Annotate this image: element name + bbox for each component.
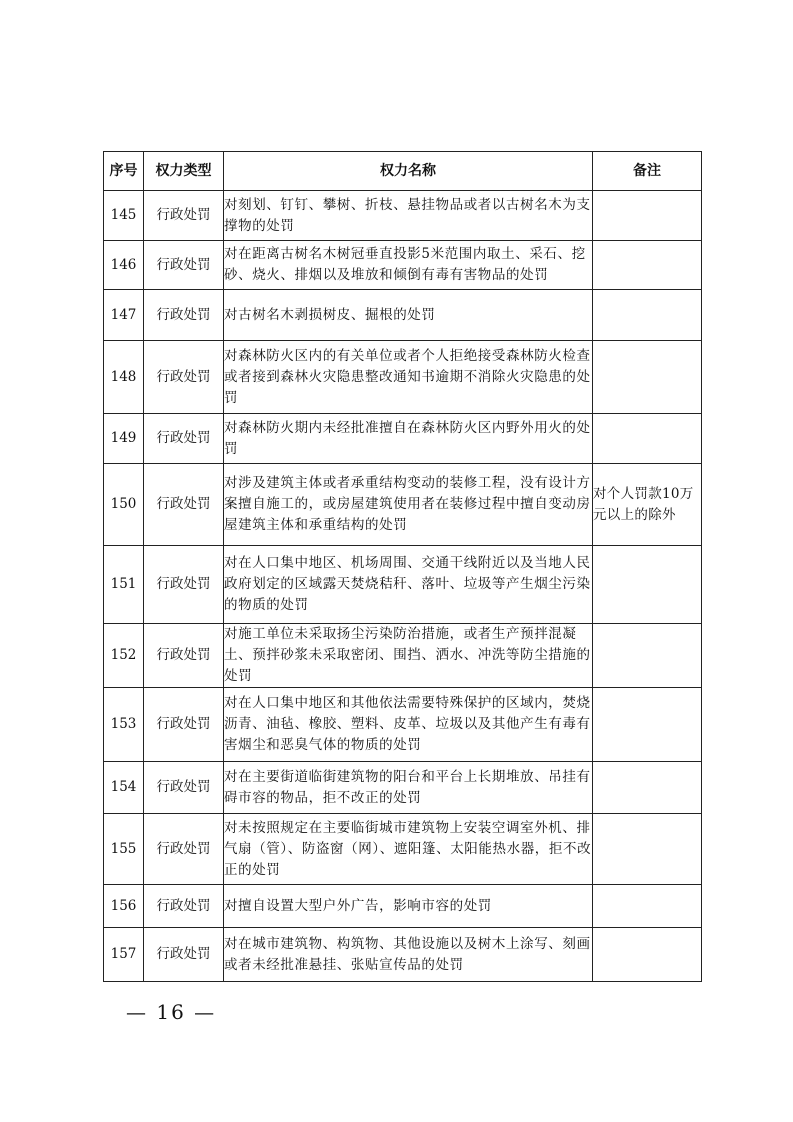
row-remarks: 对个人罚款10万元以上的除外: [593, 464, 702, 546]
page-number: — 16 —: [126, 1000, 217, 1024]
row-power-name: 对森林防火期内未经批准擅自在森林防火区内野外用火的处罚: [224, 414, 593, 464]
row-power-type: 行政处罚: [144, 191, 224, 241]
row-power-type: 行政处罚: [144, 241, 224, 290]
row-remarks: [593, 414, 702, 464]
table-row: [104, 241, 702, 290]
row-serial-number: 147: [104, 290, 144, 341]
row-power-type: 行政处罚: [144, 341, 224, 414]
table-row: [104, 624, 702, 688]
row-power-type: 行政处罚: [144, 688, 224, 762]
row-power-type: 行政处罚: [144, 414, 224, 464]
row-power-name: 对施工单位未采取扬尘污染防治措施，或者生产预拌混凝土、预拌砂浆未采取密闭、围挡、洒水、冲洗等防尘措施的处罚: [224, 624, 593, 688]
table-row: [104, 688, 702, 762]
row-remarks: [593, 762, 702, 814]
row-remarks: [593, 885, 702, 928]
table-row: [104, 928, 702, 982]
row-power-type: 行政处罚: [144, 762, 224, 814]
row-power-name: 对在人口集中地区、机场周围、交通干线附近以及当地人民政府划定的区域露天焚烧秸秆、落叶、垃圾等产生烟尘污染的物质的处罚: [224, 546, 593, 624]
row-power-name: 对未按照规定在主要临街城市建筑物上安装空调室外机、排气扇（管）、防盗窗（网）、遮阳篷、太阳能热水器，拒不改正的处罚: [224, 814, 593, 885]
row-power-name: 对擅自设置大型户外广告，影响市容的处罚: [224, 885, 593, 928]
table-row: [104, 290, 702, 341]
row-power-type: 行政处罚: [144, 290, 224, 341]
table-row: [104, 885, 702, 928]
row-serial-number: 148: [104, 341, 144, 414]
row-power-name: 对古树名木剥损树皮、掘根的处罚: [224, 290, 593, 341]
row-remarks: [593, 191, 702, 241]
row-remarks: [593, 341, 702, 414]
row-power-name: 对涉及建筑主体或者承重结构变动的装修工程，没有设计方案擅自施工的，或房屋建筑使用者在装修过程中擅自变动房屋建筑主体和承重结构的处罚: [224, 464, 593, 546]
power-list-table: [103, 151, 702, 982]
header-power-type: 权力类型: [144, 152, 224, 191]
row-power-type: 行政处罚: [144, 885, 224, 928]
row-power-type: 行政处罚: [144, 546, 224, 624]
table-row: [104, 341, 702, 414]
row-serial-number: 151: [104, 546, 144, 624]
row-serial-number: 149: [104, 414, 144, 464]
row-serial-number: 146: [104, 241, 144, 290]
row-power-name: 对刻划、钉钉、攀树、折枝、悬挂物品或者以古树名木为支撑物的处罚: [224, 191, 593, 241]
row-power-type: 行政处罚: [144, 464, 224, 546]
row-remarks: [593, 928, 702, 982]
row-serial-number: 155: [104, 814, 144, 885]
row-serial-number: 145: [104, 191, 144, 241]
row-power-name: 对在城市建筑物、构筑物、其他设施以及树木上涂写、刻画或者未经批准悬挂、张贴宣传品的处罚: [224, 928, 593, 982]
row-power-name: 对森林防火区内的有关单位或者个人拒绝接受森林防火检查或者接到森林火灾隐患整改通知书逾期不消除火灾隐患的处罚: [224, 341, 593, 414]
row-remarks: [593, 814, 702, 885]
row-remarks: [593, 624, 702, 688]
row-serial-number: 157: [104, 928, 144, 982]
row-remarks: [593, 290, 702, 341]
table-row: [104, 762, 702, 814]
table-header-row: [104, 152, 702, 191]
table-row: [104, 814, 702, 885]
row-power-type: 行政处罚: [144, 928, 224, 982]
table-row: [104, 414, 702, 464]
row-remarks: [593, 241, 702, 290]
table-row: [104, 546, 702, 624]
row-serial-number: 154: [104, 762, 144, 814]
row-power-type: 行政处罚: [144, 624, 224, 688]
row-power-type: 行政处罚: [144, 814, 224, 885]
header-remarks: 备注: [593, 152, 702, 191]
row-remarks: [593, 546, 702, 624]
header-power-name: 权力名称: [224, 152, 593, 191]
row-serial-number: 156: [104, 885, 144, 928]
row-power-name: 对在人口集中地区和其他依法需要特殊保护的区域内，焚烧沥青、油毡、橡胶、塑料、皮革、垃圾以及其他产生有毒有害烟尘和恶臭气体的物质的处罚: [224, 688, 593, 762]
header-serial-number: 序号: [104, 152, 144, 191]
table-row: [104, 191, 702, 241]
row-remarks: [593, 688, 702, 762]
row-serial-number: 152: [104, 624, 144, 688]
row-serial-number: 150: [104, 464, 144, 546]
row-power-name: 对在距离古树名木树冠垂直投影5米范围内取土、采石、挖砂、烧火、排烟以及堆放和倾倒有毒有害物品的处罚: [224, 241, 593, 290]
row-serial-number: 153: [104, 688, 144, 762]
table-row: [104, 464, 702, 546]
row-power-name: 对在主要街道临街建筑物的阳台和平台上长期堆放、吊挂有碍市容的物品，拒不改正的处罚: [224, 762, 593, 814]
